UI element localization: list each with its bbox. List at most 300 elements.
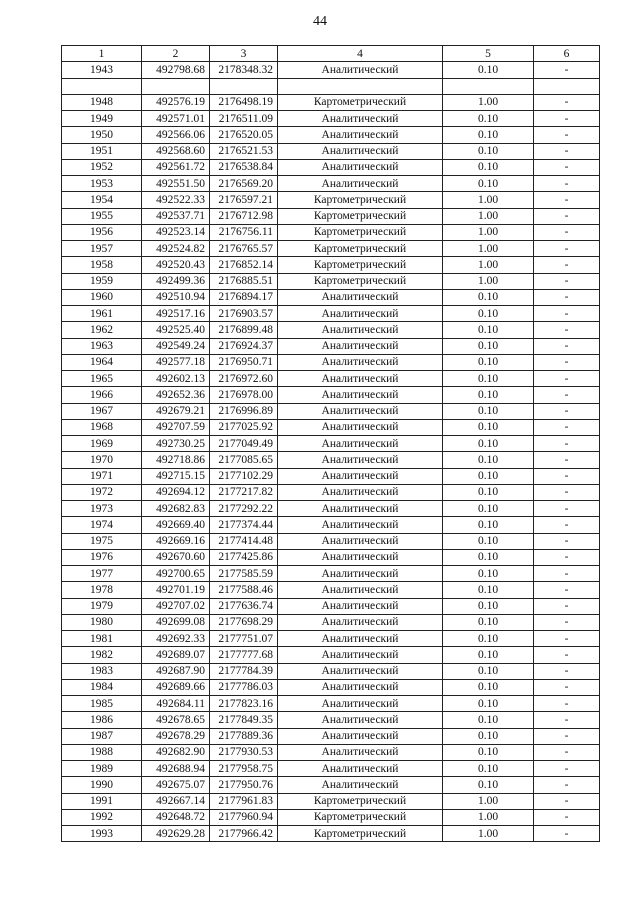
note-cell: -: [534, 614, 600, 630]
note-cell: -: [534, 452, 600, 468]
y-coordinate-cell: 2177085.65: [210, 452, 278, 468]
method-cell: Аналитический: [278, 62, 443, 78]
y-coordinate-cell: 2177889.36: [210, 728, 278, 744]
point-number-cell: 1949: [62, 111, 142, 127]
y-coordinate-cell: 2177049.49: [210, 436, 278, 452]
accuracy-cell: 0.10: [443, 111, 534, 127]
table-row: [62, 241, 600, 257]
x-coordinate-cell: [142, 78, 210, 94]
accuracy-cell: 0.10: [443, 289, 534, 305]
point-number-cell: 1976: [62, 549, 142, 565]
table-row: [62, 322, 600, 338]
point-number-cell: 1981: [62, 631, 142, 647]
column-header: 2: [142, 46, 210, 62]
note-cell: -: [534, 289, 600, 305]
accuracy-cell: 0.10: [443, 712, 534, 728]
method-cell: Аналитический: [278, 679, 443, 695]
y-coordinate-cell: 2176520.05: [210, 127, 278, 143]
point-number-cell: 1980: [62, 614, 142, 630]
note-cell: -: [534, 549, 600, 565]
table-row: [62, 517, 600, 533]
accuracy-cell: 1.00: [443, 208, 534, 224]
accuracy-cell: 0.10: [443, 647, 534, 663]
table-row: [62, 224, 600, 240]
method-cell: Аналитический: [278, 159, 443, 175]
table-row: [62, 436, 600, 452]
point-number-cell: 1989: [62, 761, 142, 777]
x-coordinate-cell: 492707.02: [142, 598, 210, 614]
y-coordinate-cell: 2176924.37: [210, 338, 278, 354]
method-cell: Аналитический: [278, 436, 443, 452]
note-cell: -: [534, 111, 600, 127]
method-cell: Аналитический: [278, 306, 443, 322]
note-cell: -: [534, 354, 600, 370]
point-number-cell: 1982: [62, 647, 142, 663]
method-cell: Аналитический: [278, 371, 443, 387]
point-number-cell: 1983: [62, 663, 142, 679]
table-row: [62, 777, 600, 793]
method-cell: Аналитический: [278, 744, 443, 760]
accuracy-cell: 0.10: [443, 761, 534, 777]
method-cell: Аналитический: [278, 663, 443, 679]
accuracy-cell: 0.10: [443, 62, 534, 78]
point-number-cell: 1966: [62, 387, 142, 403]
method-cell: [278, 78, 443, 94]
accuracy-cell: 0.10: [443, 403, 534, 419]
accuracy-cell: 1.00: [443, 192, 534, 208]
y-coordinate-cell: 2177425.86: [210, 549, 278, 565]
point-number-cell: 1948: [62, 94, 142, 110]
y-coordinate-cell: 2177636.74: [210, 598, 278, 614]
table-row: [62, 208, 600, 224]
y-coordinate-cell: 2177292.22: [210, 501, 278, 517]
table-row: [62, 631, 600, 647]
point-number-cell: 1951: [62, 143, 142, 159]
x-coordinate-cell: 492669.16: [142, 533, 210, 549]
accuracy-cell: 1.00: [443, 241, 534, 257]
x-coordinate-cell: 492602.13: [142, 371, 210, 387]
method-cell: Аналитический: [278, 322, 443, 338]
note-cell: -: [534, 208, 600, 224]
method-cell: Аналитический: [278, 338, 443, 354]
accuracy-cell: [443, 78, 534, 94]
note-cell: -: [534, 809, 600, 825]
note-cell: -: [534, 598, 600, 614]
y-coordinate-cell: 2176597.21: [210, 192, 278, 208]
table-row: [62, 533, 600, 549]
table-row: [62, 484, 600, 500]
table-row: [62, 94, 600, 110]
note-cell: -: [534, 484, 600, 500]
column-header: 6: [534, 46, 600, 62]
note-cell: -: [534, 777, 600, 793]
y-coordinate-cell: 2176521.53: [210, 143, 278, 159]
table-row: [62, 452, 600, 468]
x-coordinate-cell: 492566.06: [142, 127, 210, 143]
x-coordinate-cell: 492688.94: [142, 761, 210, 777]
point-number-cell: 1954: [62, 192, 142, 208]
accuracy-cell: 0.10: [443, 598, 534, 614]
table-row: [62, 338, 600, 354]
x-coordinate-cell: 492568.60: [142, 143, 210, 159]
x-coordinate-cell: 492571.01: [142, 111, 210, 127]
y-coordinate-cell: 2176511.09: [210, 111, 278, 127]
x-coordinate-cell: 492629.28: [142, 826, 210, 842]
x-coordinate-cell: 492499.36: [142, 273, 210, 289]
point-number-cell: 1943: [62, 62, 142, 78]
accuracy-cell: 0.10: [443, 468, 534, 484]
y-coordinate-cell: 2177217.82: [210, 484, 278, 500]
y-coordinate-cell: 2178348.32: [210, 62, 278, 78]
method-cell: Аналитический: [278, 419, 443, 435]
y-coordinate-cell: 2176712.98: [210, 208, 278, 224]
x-coordinate-cell: 492648.72: [142, 809, 210, 825]
x-coordinate-cell: 492561.72: [142, 159, 210, 175]
note-cell: -: [534, 826, 600, 842]
point-number-cell: 1992: [62, 809, 142, 825]
note-cell: -: [534, 241, 600, 257]
point-number-cell: 1958: [62, 257, 142, 273]
method-cell: Аналитический: [278, 403, 443, 419]
note-cell: -: [534, 517, 600, 533]
point-number-cell: 1957: [62, 241, 142, 257]
accuracy-cell: 1.00: [443, 257, 534, 273]
table-row: [62, 468, 600, 484]
table-row: [62, 679, 600, 695]
note-cell: -: [534, 436, 600, 452]
point-number-cell: 1963: [62, 338, 142, 354]
method-cell: Аналитический: [278, 143, 443, 159]
method-cell: Картометрический: [278, 257, 443, 273]
point-number-cell: 1969: [62, 436, 142, 452]
note-cell: -: [534, 403, 600, 419]
table-row: [62, 614, 600, 630]
point-number-cell: 1987: [62, 728, 142, 744]
method-cell: Аналитический: [278, 484, 443, 500]
x-coordinate-cell: 492576.19: [142, 94, 210, 110]
table-row: [62, 793, 600, 809]
y-coordinate-cell: 2177698.29: [210, 614, 278, 630]
accuracy-cell: 0.10: [443, 338, 534, 354]
method-cell: Картометрический: [278, 192, 443, 208]
table-row: [62, 192, 600, 208]
table-row: [62, 582, 600, 598]
x-coordinate-cell: 492520.43: [142, 257, 210, 273]
x-coordinate-cell: 492577.18: [142, 354, 210, 370]
accuracy-cell: 0.10: [443, 159, 534, 175]
note-cell: [534, 78, 600, 94]
note-cell: -: [534, 257, 600, 273]
note-cell: -: [534, 127, 600, 143]
table-row: [62, 712, 600, 728]
accuracy-cell: 0.10: [443, 744, 534, 760]
note-cell: -: [534, 728, 600, 744]
x-coordinate-cell: 492700.65: [142, 566, 210, 582]
method-cell: Аналитический: [278, 289, 443, 305]
x-coordinate-cell: 492687.90: [142, 663, 210, 679]
accuracy-cell: 0.10: [443, 306, 534, 322]
note-cell: -: [534, 273, 600, 289]
note-cell: -: [534, 159, 600, 175]
x-coordinate-cell: 492670.60: [142, 549, 210, 565]
table-row: [62, 371, 600, 387]
y-coordinate-cell: 2176894.17: [210, 289, 278, 305]
table-row: [62, 354, 600, 370]
table-row: [62, 78, 600, 94]
point-number-cell: 1964: [62, 354, 142, 370]
method-cell: Аналитический: [278, 111, 443, 127]
table-row: [62, 419, 600, 435]
note-cell: -: [534, 793, 600, 809]
note-cell: -: [534, 533, 600, 549]
method-cell: Картометрический: [278, 809, 443, 825]
point-number-cell: 1978: [62, 582, 142, 598]
y-coordinate-cell: 2176852.14: [210, 257, 278, 273]
y-coordinate-cell: 2177025.92: [210, 419, 278, 435]
note-cell: -: [534, 419, 600, 435]
x-coordinate-cell: 492524.82: [142, 241, 210, 257]
note-cell: -: [534, 696, 600, 712]
x-coordinate-cell: 492522.33: [142, 192, 210, 208]
method-cell: Картометрический: [278, 94, 443, 110]
point-number-cell: [62, 78, 142, 94]
y-coordinate-cell: 2177374.44: [210, 517, 278, 533]
table-row: [62, 111, 600, 127]
point-number-cell: 1970: [62, 452, 142, 468]
point-number-cell: 1952: [62, 159, 142, 175]
point-number-cell: 1984: [62, 679, 142, 695]
accuracy-cell: 0.10: [443, 728, 534, 744]
y-coordinate-cell: 2176498.19: [210, 94, 278, 110]
y-coordinate-cell: 2176569.20: [210, 176, 278, 192]
x-coordinate-cell: 492523.14: [142, 224, 210, 240]
table-row: [62, 62, 600, 78]
accuracy-cell: 0.10: [443, 176, 534, 192]
x-coordinate-cell: 492692.33: [142, 631, 210, 647]
table-row: [62, 647, 600, 663]
note-cell: -: [534, 387, 600, 403]
x-coordinate-cell: 492678.65: [142, 712, 210, 728]
table-row: [62, 403, 600, 419]
point-number-cell: 1986: [62, 712, 142, 728]
accuracy-cell: 0.10: [443, 419, 534, 435]
note-cell: -: [534, 322, 600, 338]
method-cell: Аналитический: [278, 647, 443, 663]
table-row: [62, 761, 600, 777]
table-row: [62, 127, 600, 143]
point-number-cell: 1973: [62, 501, 142, 517]
table-row: [62, 826, 600, 842]
x-coordinate-cell: 492730.25: [142, 436, 210, 452]
point-number-cell: 1974: [62, 517, 142, 533]
point-number-cell: 1953: [62, 176, 142, 192]
accuracy-cell: 0.10: [443, 322, 534, 338]
x-coordinate-cell: 492694.12: [142, 484, 210, 500]
accuracy-cell: 1.00: [443, 224, 534, 240]
y-coordinate-cell: 2176885.51: [210, 273, 278, 289]
x-coordinate-cell: 492701.19: [142, 582, 210, 598]
x-coordinate-cell: 492682.90: [142, 744, 210, 760]
y-coordinate-cell: 2177102.29: [210, 468, 278, 484]
accuracy-cell: 0.10: [443, 436, 534, 452]
method-cell: Аналитический: [278, 696, 443, 712]
method-cell: Аналитический: [278, 176, 443, 192]
y-coordinate-cell: 2177588.46: [210, 582, 278, 598]
method-cell: Аналитический: [278, 598, 443, 614]
note-cell: -: [534, 582, 600, 598]
method-cell: Аналитический: [278, 127, 443, 143]
accuracy-cell: 0.10: [443, 501, 534, 517]
method-cell: Картометрический: [278, 793, 443, 809]
point-number-cell: 1979: [62, 598, 142, 614]
point-number-cell: 1993: [62, 826, 142, 842]
note-cell: -: [534, 679, 600, 695]
accuracy-cell: 1.00: [443, 809, 534, 825]
x-coordinate-cell: 492689.07: [142, 647, 210, 663]
point-number-cell: 1971: [62, 468, 142, 484]
y-coordinate-cell: 2176950.71: [210, 354, 278, 370]
point-number-cell: 1972: [62, 484, 142, 500]
point-number-cell: 1959: [62, 273, 142, 289]
method-cell: Аналитический: [278, 712, 443, 728]
column-header: 5: [443, 46, 534, 62]
y-coordinate-cell: 2177823.16: [210, 696, 278, 712]
x-coordinate-cell: 492707.59: [142, 419, 210, 435]
accuracy-cell: 1.00: [443, 273, 534, 289]
point-number-cell: 1988: [62, 744, 142, 760]
note-cell: -: [534, 62, 600, 78]
x-coordinate-cell: 492679.21: [142, 403, 210, 419]
note-cell: -: [534, 468, 600, 484]
point-number-cell: 1985: [62, 696, 142, 712]
table-row: [62, 549, 600, 565]
note-cell: -: [534, 176, 600, 192]
point-number-cell: 1962: [62, 322, 142, 338]
accuracy-cell: 0.10: [443, 777, 534, 793]
note-cell: -: [534, 224, 600, 240]
y-coordinate-cell: 2177958.75: [210, 761, 278, 777]
method-cell: Аналитический: [278, 354, 443, 370]
method-cell: Аналитический: [278, 614, 443, 630]
method-cell: Картометрический: [278, 224, 443, 240]
x-coordinate-cell: 492667.14: [142, 793, 210, 809]
note-cell: -: [534, 192, 600, 208]
point-number-cell: 1961: [62, 306, 142, 322]
y-coordinate-cell: 2176996.89: [210, 403, 278, 419]
x-coordinate-cell: 492510.94: [142, 289, 210, 305]
note-cell: -: [534, 663, 600, 679]
method-cell: Картометрический: [278, 208, 443, 224]
note-cell: -: [534, 143, 600, 159]
x-coordinate-cell: 492551.50: [142, 176, 210, 192]
point-number-cell: 1960: [62, 289, 142, 305]
accuracy-cell: 0.10: [443, 452, 534, 468]
table-row: [62, 728, 600, 744]
point-number-cell: 1975: [62, 533, 142, 549]
x-coordinate-cell: 492684.11: [142, 696, 210, 712]
y-coordinate-cell: 2177751.07: [210, 631, 278, 647]
accuracy-cell: 0.10: [443, 696, 534, 712]
accuracy-cell: 0.10: [443, 484, 534, 500]
accuracy-cell: 0.10: [443, 387, 534, 403]
y-coordinate-cell: 2177849.35: [210, 712, 278, 728]
table-body: [62, 62, 600, 842]
y-coordinate-cell: 2177784.39: [210, 663, 278, 679]
accuracy-cell: 0.10: [443, 614, 534, 630]
x-coordinate-cell: 492652.36: [142, 387, 210, 403]
x-coordinate-cell: 492689.66: [142, 679, 210, 695]
x-coordinate-cell: 492699.08: [142, 614, 210, 630]
x-coordinate-cell: 492682.83: [142, 501, 210, 517]
accuracy-cell: 1.00: [443, 94, 534, 110]
accuracy-cell: 1.00: [443, 793, 534, 809]
y-coordinate-cell: 2176972.60: [210, 371, 278, 387]
x-coordinate-cell: 492715.15: [142, 468, 210, 484]
x-coordinate-cell: 492517.16: [142, 306, 210, 322]
x-coordinate-cell: 492537.71: [142, 208, 210, 224]
y-coordinate-cell: 2177585.59: [210, 566, 278, 582]
table-row: [62, 744, 600, 760]
note-cell: -: [534, 371, 600, 387]
y-coordinate-cell: 2177930.53: [210, 744, 278, 760]
table-row: [62, 306, 600, 322]
accuracy-cell: 0.10: [443, 354, 534, 370]
table-row: [62, 387, 600, 403]
x-coordinate-cell: 492718.86: [142, 452, 210, 468]
method-cell: Картометрический: [278, 273, 443, 289]
accuracy-cell: 0.10: [443, 533, 534, 549]
point-number-cell: 1990: [62, 777, 142, 793]
x-coordinate-cell: 492669.40: [142, 517, 210, 533]
y-coordinate-cell: 2177786.03: [210, 679, 278, 695]
point-number-cell: 1967: [62, 403, 142, 419]
accuracy-cell: 0.10: [443, 143, 534, 159]
y-coordinate-cell: [210, 78, 278, 94]
y-coordinate-cell: 2177961.83: [210, 793, 278, 809]
method-cell: Аналитический: [278, 777, 443, 793]
table-row: [62, 159, 600, 175]
accuracy-cell: 0.10: [443, 127, 534, 143]
y-coordinate-cell: 2176899.48: [210, 322, 278, 338]
accuracy-cell: 0.10: [443, 371, 534, 387]
method-cell: Аналитический: [278, 517, 443, 533]
point-number-cell: 1950: [62, 127, 142, 143]
method-cell: Аналитический: [278, 728, 443, 744]
x-coordinate-cell: 492678.29: [142, 728, 210, 744]
accuracy-cell: 0.10: [443, 566, 534, 582]
table-header-row: [62, 46, 600, 62]
point-number-cell: 1955: [62, 208, 142, 224]
table-row: [62, 143, 600, 159]
y-coordinate-cell: 2176538.84: [210, 159, 278, 175]
note-cell: -: [534, 338, 600, 354]
point-number-cell: 1991: [62, 793, 142, 809]
column-header: 1: [62, 46, 142, 62]
column-header: 3: [210, 46, 278, 62]
y-coordinate-cell: 2177960.94: [210, 809, 278, 825]
method-cell: Аналитический: [278, 582, 443, 598]
table-row: [62, 809, 600, 825]
accuracy-cell: 0.10: [443, 582, 534, 598]
page-number: 44: [313, 14, 327, 29]
x-coordinate-cell: 492549.24: [142, 338, 210, 354]
note-cell: -: [534, 761, 600, 777]
table-row: [62, 598, 600, 614]
x-coordinate-cell: 492675.07: [142, 777, 210, 793]
method-cell: Картометрический: [278, 826, 443, 842]
method-cell: Аналитический: [278, 533, 443, 549]
x-coordinate-cell: 492798.68: [142, 62, 210, 78]
